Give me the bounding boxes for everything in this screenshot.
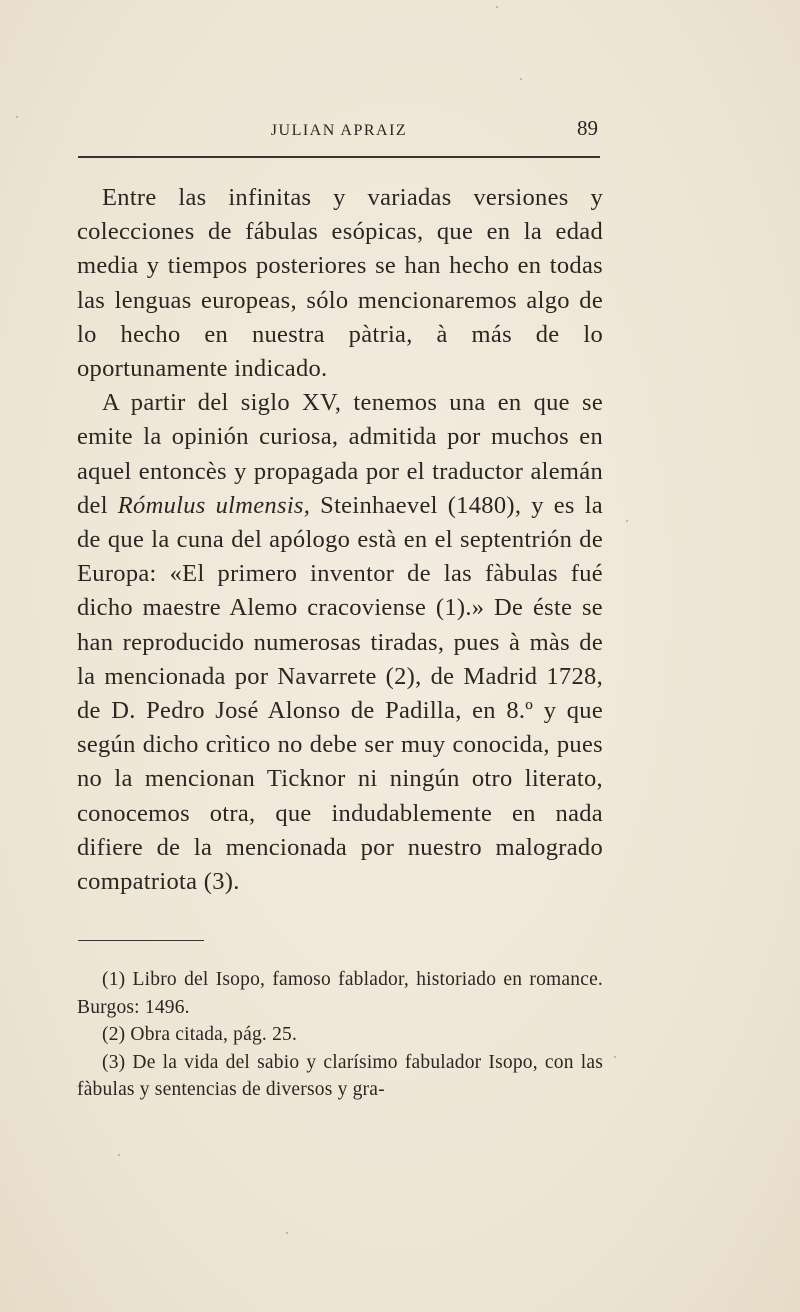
paragraph-1: Entre las infinitas y variadas versiones y colecciones de fábulas esópicas, que en la edad media y tiempos posteriores se han hecho en todas las lenguas europeas, sólo mencionaremos algo de lo hecho en nuestra pàtria, à más de lo oportunamente indicado. <box>77 184 603 383</box>
paragraph-2-rest: Steinhaevel (1480), y es la de que la cuna del apólogo està en el septentrión de Europa: «El primero inventor de las fàbulas fué dicho maestre Alemo cracoviense (1).» De éste se han reproducido numerosas tiradas, pues à màs de la mencionada por Navarrete (2), de Madrid 1728, de D. Pedro José Alonso de Padilla, en 8.º y que según dicho crìtico no debe ser muy conocida, pues no la mencionan Ticknor ni ningún otro literato, conocemos otra, que indudablemente en nada difiere de la mencionada por nuestro malogrado compatriota (3). <box>77 491 603 896</box>
footnote-3: (3) De la vida del sabio y clarísimo fabulador Isopo, con las fàbulas y sentencias de diversos y gra- <box>77 1051 603 1100</box>
paper-speck <box>626 520 628 522</box>
footnote-1: (1) Libro del Isopo, famoso fablador, historiado en romance. Burgos: 1496. <box>77 969 603 1018</box>
footnote-rule <box>78 940 204 941</box>
paper-speck <box>286 1232 288 1234</box>
running-head <box>78 114 600 144</box>
body-text <box>77 181 603 899</box>
paper-speck <box>520 78 522 80</box>
paper-speck <box>614 1056 616 1058</box>
italic-title: Rómulus ulmensis, <box>117 491 311 519</box>
running-title: JULIAN APRAIZ <box>270 122 408 139</box>
paragraph-2 <box>77 386 603 899</box>
footnote-2: (2) Obra citada, pág. 25. <box>102 1024 298 1045</box>
paper-speck <box>16 116 18 118</box>
paragraph-2-start: A partir del siglo XV, tenemos una en que se emite la opinión curiosa, admitida por muchos en aquel entoncès y propagada por el traductor alemán del <box>77 389 603 519</box>
paper-speck <box>118 1154 120 1156</box>
paper-speck <box>496 6 498 8</box>
page-number: 89 <box>577 116 598 140</box>
footnotes <box>77 966 603 1104</box>
header-rule <box>78 156 600 158</box>
